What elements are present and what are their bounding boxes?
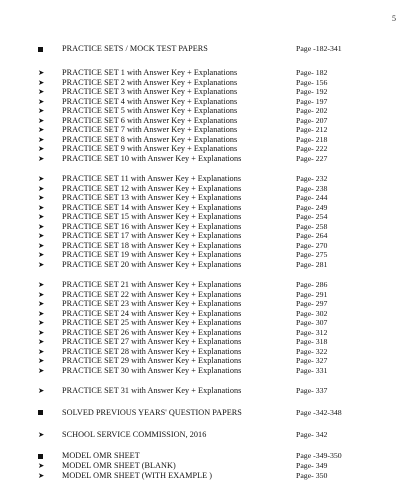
toc-entry-page: Page- 331 xyxy=(296,365,328,375)
toc-entry-label: PRACTICE SET 2 with Answer Key + Explanations xyxy=(62,77,238,87)
toc-entry-label: PRACTICE SET 28 with Answer Key + Explanations xyxy=(62,346,242,356)
arrow-bullet-icon: ➤ xyxy=(38,153,45,163)
toc-entry-label: PRACTICE SET 8 with Answer Key + Explanations xyxy=(62,134,238,144)
toc-entry[interactable] xyxy=(38,144,370,154)
arrow-bullet-icon: ➤ xyxy=(38,318,45,328)
toc-entry-label: PRACTICE SET 25 with Answer Key + Explanations xyxy=(62,318,242,327)
toc-entry-label: PRACTICE SET 13 with Answer Key + Explanations xyxy=(62,193,242,202)
section-page-range: Page -182-341 xyxy=(296,44,342,53)
toc-entry-label: PRACTICE SET 7 with Answer Key + Explanations xyxy=(62,125,238,134)
toc-entry[interactable] xyxy=(38,68,370,78)
toc-entry[interactable] xyxy=(38,366,370,376)
toc-entry-label: PRACTICE SET 1 with Answer Key + Explanations xyxy=(62,68,238,77)
toc-entry-label: PRACTICE SET 17 with Answer Key + Explanations xyxy=(62,231,242,240)
arrow-bullet-icon: ➤ xyxy=(38,240,45,250)
toc-entry-page: Page- 156 xyxy=(296,77,328,87)
toc-entry-label: SCHOOL SERVICE COMMISSION, 2016 xyxy=(62,429,207,439)
section-heading[interactable] xyxy=(38,451,370,461)
toc-entry-label: PRACTICE SET 19 with Answer Key + Explanations xyxy=(62,250,242,259)
section-page-range: Page -342-348 xyxy=(296,407,342,417)
toc-entry[interactable] xyxy=(38,328,370,338)
toc-entry[interactable] xyxy=(38,203,370,213)
page-number: 5 xyxy=(392,14,396,23)
toc-entry-label: PRACTICE SET 9 with Answer Key + Explanations xyxy=(62,144,238,153)
toc-entry-page: Page- 307 xyxy=(296,318,328,327)
toc-entry-page: Page- 197 xyxy=(296,96,328,106)
arrow-bullet-icon: ➤ xyxy=(38,221,45,231)
toc-entry-label: PRACTICE SET 21 with Answer Key + Explanations xyxy=(62,280,242,289)
toc-entry-page: Page- 342 xyxy=(296,429,328,439)
toc-entry-page: Page- 312 xyxy=(296,327,328,337)
arrow-bullet-icon: ➤ xyxy=(38,386,45,396)
section-heading[interactable] xyxy=(38,44,370,54)
toc-entry-page: Page- 322 xyxy=(296,346,328,356)
toc-entry[interactable] xyxy=(38,430,370,440)
toc-entry-label: PRACTICE SET 15 with Answer Key + Explanations xyxy=(62,212,242,221)
toc-entry[interactable] xyxy=(38,356,370,366)
toc-entry-label: PRACTICE SET 5 with Answer Key + Explanations xyxy=(62,106,238,115)
table-of-contents xyxy=(38,44,370,480)
arrow-bullet-icon: ➤ xyxy=(38,250,45,260)
toc-entry[interactable] xyxy=(38,337,370,347)
toc-entry-page: Page- 202 xyxy=(296,106,328,115)
toc-group xyxy=(38,174,370,269)
section-heading[interactable] xyxy=(38,408,370,418)
toc-entry-label: PRACTICE SET 27 with Answer Key + Explanations xyxy=(62,337,242,346)
toc-entry[interactable] xyxy=(38,135,370,145)
arrow-bullet-icon: ➤ xyxy=(38,231,45,241)
square-bullet-icon xyxy=(38,454,62,459)
toc-entry[interactable] xyxy=(38,347,370,357)
arrow-bullet-icon: ➤ xyxy=(38,68,45,78)
toc-entry-page: Page- 264 xyxy=(296,231,328,240)
toc-entry[interactable] xyxy=(38,222,370,232)
arrow-bullet-icon: ➤ xyxy=(38,365,45,375)
arrow-bullet-icon: ➤ xyxy=(38,134,45,144)
toc-entry-page: Page- 349 xyxy=(296,461,328,470)
toc-entry-page: Page- 218 xyxy=(296,134,328,144)
toc-entry-label: PRACTICE SET 4 with Answer Key + Explanations xyxy=(62,96,238,106)
toc-entry[interactable] xyxy=(38,471,370,481)
toc-entry-page: Page- 192 xyxy=(296,87,328,96)
toc-entry-page: Page- 232 xyxy=(296,174,328,183)
toc-entry[interactable] xyxy=(38,174,370,184)
toc-group xyxy=(38,68,370,163)
arrow-bullet-icon: ➤ xyxy=(38,193,45,203)
toc-entry-label: PRACTICE SET 14 with Answer Key + Explanations xyxy=(62,202,242,212)
toc-entry-page: Page- 182 xyxy=(296,68,328,77)
arrow-bullet-icon: ➤ xyxy=(38,115,45,125)
toc-entry-label: PRACTICE SET 3 with Answer Key + Explanations xyxy=(62,87,238,96)
square-bullet-icon xyxy=(38,410,62,415)
toc-entry-page: Page- 286 xyxy=(296,280,328,289)
arrow-bullet-icon: ➤ xyxy=(38,202,45,212)
toc-group xyxy=(38,386,370,396)
toc-entry-page: Page- 281 xyxy=(296,259,328,269)
toc-entry-label: MODEL OMR SHEET (BLANK) xyxy=(62,461,176,470)
toc-group xyxy=(38,280,370,375)
arrow-bullet-icon: ➤ xyxy=(38,87,45,97)
toc-entry[interactable] xyxy=(38,212,370,222)
toc-entry[interactable] xyxy=(38,461,370,471)
toc-entry-page: Page- 207 xyxy=(296,115,328,125)
toc-entry[interactable] xyxy=(38,290,370,300)
toc-entry-label: PRACTICE SET 20 with Answer Key + Explanations xyxy=(62,259,242,269)
toc-entry-label: PRACTICE SET 29 with Answer Key + Explanations xyxy=(62,356,242,365)
toc-entry-label: PRACTICE SET 12 with Answer Key + Explanations xyxy=(62,183,242,193)
toc-entry[interactable] xyxy=(38,87,370,97)
toc-entry-label: PRACTICE SET 6 with Answer Key + Explanations xyxy=(62,115,238,125)
toc-entry-page: Page- 212 xyxy=(296,125,328,134)
toc-entry[interactable] xyxy=(38,386,370,396)
toc-entry-page: Page- 244 xyxy=(296,193,328,202)
arrow-bullet-icon: ➤ xyxy=(38,77,45,87)
toc-entry-label: MODEL OMR SHEET (WITH EXAMPLE ) xyxy=(62,470,213,480)
toc-entry-label: PRACTICE SET 10 with Answer Key + Explanations xyxy=(62,153,242,163)
section-title: SOLVED PREVIOUS YEARS' QUESTION PAPERS xyxy=(62,407,242,417)
toc-entry-label: PRACTICE SET 26 with Answer Key + Explanations xyxy=(62,327,242,337)
toc-entry-label: PRACTICE SET 18 with Answer Key + Explanations xyxy=(62,240,242,250)
toc-entry-page: Page- 270 xyxy=(296,240,328,250)
toc-entry-page: Page- 249 xyxy=(296,202,328,212)
toc-entry-label: PRACTICE SET 11 with Answer Key + Explanations xyxy=(62,174,242,183)
toc-entry-page: Page- 350 xyxy=(296,470,328,480)
arrow-bullet-icon: ➤ xyxy=(38,183,45,193)
toc-entry-page: Page- 337 xyxy=(296,386,328,395)
arrow-bullet-icon: ➤ xyxy=(38,96,45,106)
toc-entry-label: PRACTICE SET 30 with Answer Key + Explanations xyxy=(62,365,242,375)
toc-entry[interactable] xyxy=(38,106,370,116)
arrow-bullet-icon: ➤ xyxy=(38,212,45,222)
toc-entry[interactable] xyxy=(38,97,370,107)
arrow-bullet-icon: ➤ xyxy=(38,259,45,269)
arrow-bullet-icon: ➤ xyxy=(38,356,45,366)
toc-entry[interactable] xyxy=(38,125,370,135)
arrow-bullet-icon: ➤ xyxy=(38,106,45,116)
toc-group xyxy=(38,461,370,480)
toc-entry-page: Page- 291 xyxy=(296,289,328,299)
toc-entry[interactable] xyxy=(38,309,370,319)
toc-entry-label: PRACTICE SET 31 with Answer Key + Explanations xyxy=(62,386,242,395)
section-title: PRACTICE SETS / MOCK TEST PAPERS xyxy=(62,44,208,53)
toc-entry-label: PRACTICE SET 16 with Answer Key + Explanations xyxy=(62,221,242,231)
toc-entry[interactable] xyxy=(38,250,370,260)
arrow-bullet-icon: ➤ xyxy=(38,346,45,356)
arrow-bullet-icon: ➤ xyxy=(38,280,45,290)
section-page-range: Page -349-350 xyxy=(296,451,342,460)
toc-entry[interactable] xyxy=(38,231,370,241)
arrow-bullet-icon: ➤ xyxy=(38,125,45,135)
toc-entry[interactable] xyxy=(38,184,370,194)
toc-entry[interactable] xyxy=(38,318,370,328)
arrow-bullet-icon: ➤ xyxy=(38,299,45,309)
arrow-bullet-icon: ➤ xyxy=(38,174,45,184)
toc-entry-page: Page- 297 xyxy=(296,299,328,308)
toc-entry-label: PRACTICE SET 22 with Answer Key + Explanations xyxy=(62,289,242,299)
arrow-bullet-icon: ➤ xyxy=(38,308,45,318)
toc-entry[interactable] xyxy=(38,193,370,203)
toc-entry[interactable] xyxy=(38,260,370,270)
arrow-bullet-icon: ➤ xyxy=(38,429,45,439)
square-bullet-icon xyxy=(38,47,62,52)
toc-group xyxy=(38,430,370,440)
toc-entry-page: Page- 258 xyxy=(296,221,328,231)
toc-entry-label: PRACTICE SET 24 with Answer Key + Explanations xyxy=(62,308,242,318)
toc-entry[interactable] xyxy=(38,280,370,290)
toc-entry-page: Page- 302 xyxy=(296,308,328,318)
toc-entry[interactable] xyxy=(38,116,370,126)
toc-entry[interactable] xyxy=(38,299,370,309)
toc-entry[interactable] xyxy=(38,241,370,251)
arrow-bullet-icon: ➤ xyxy=(38,327,45,337)
toc-entry-page: Page- 318 xyxy=(296,337,328,346)
toc-entry[interactable] xyxy=(38,78,370,88)
section-title: MODEL OMR SHEET xyxy=(62,451,140,460)
arrow-bullet-icon: ➤ xyxy=(38,461,45,471)
arrow-bullet-icon: ➤ xyxy=(38,470,45,480)
arrow-bullet-icon: ➤ xyxy=(38,337,45,347)
arrow-bullet-icon: ➤ xyxy=(38,144,45,154)
toc-entry-page: Page- 227 xyxy=(296,153,328,163)
toc-entry-page: Page- 275 xyxy=(296,250,328,259)
toc-entry-page: Page- 254 xyxy=(296,212,328,221)
toc-entry-page: Page- 327 xyxy=(296,356,328,365)
toc-entry-label: PRACTICE SET 23 with Answer Key + Explanations xyxy=(62,299,242,308)
toc-entry[interactable] xyxy=(38,154,370,164)
arrow-bullet-icon: ➤ xyxy=(38,289,45,299)
toc-entry-page: Page- 222 xyxy=(296,144,328,153)
toc-entry-page: Page- 238 xyxy=(296,183,328,193)
